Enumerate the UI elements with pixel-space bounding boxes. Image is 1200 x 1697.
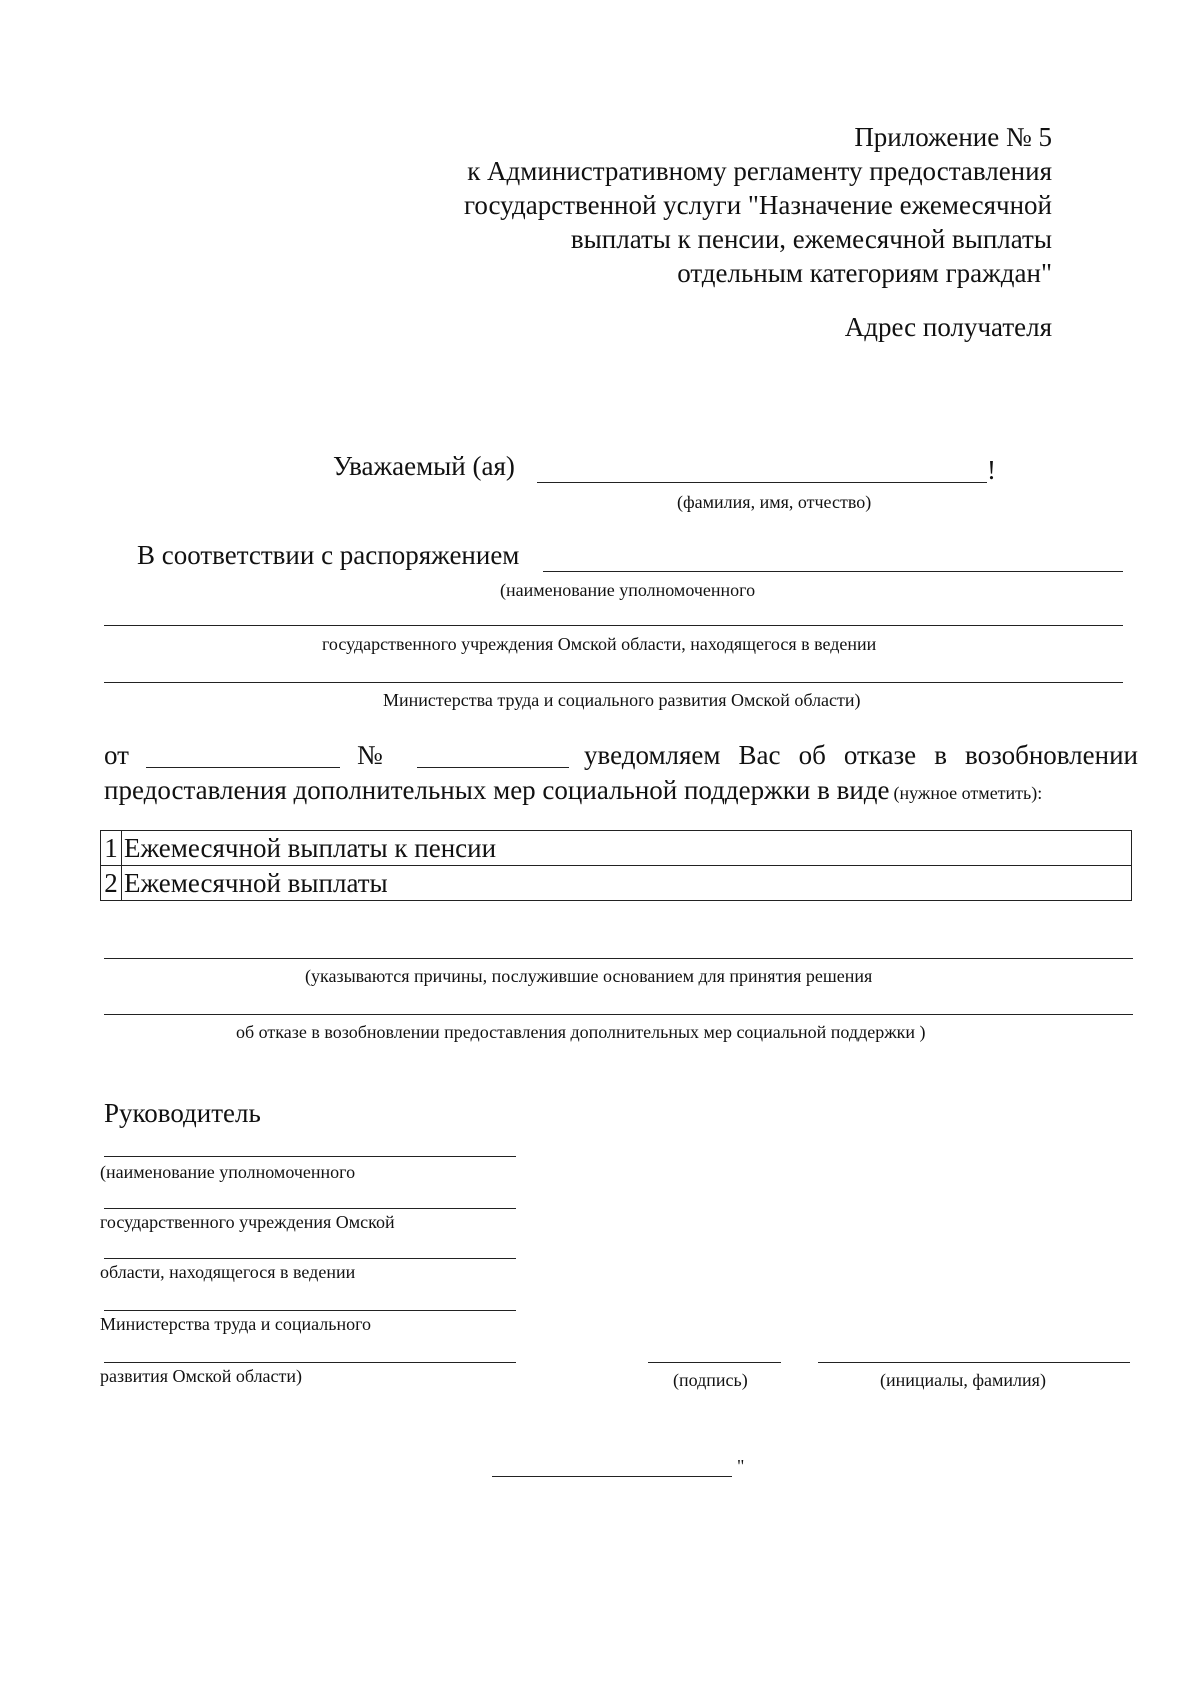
signatory-hint-3: области, находящегося в ведении xyxy=(100,1262,356,1282)
signatory-hint-2: государственного учреждения Омской xyxy=(100,1212,395,1232)
notice-note: (нужное отметить): xyxy=(893,783,1043,803)
option-row[interactable] xyxy=(101,866,1132,901)
appendix-line: отдельным категориям граждан" xyxy=(677,258,1052,288)
option-label: Ежемесячной выплаты к пенсии xyxy=(122,831,1132,866)
greeting-label: Уважаемый (ая) xyxy=(333,451,515,481)
order-field-2[interactable] xyxy=(104,625,1123,626)
reason-hint-1: (указываются причины, послужившие основанием для принятия решения xyxy=(305,966,873,986)
option-number: 2 xyxy=(101,866,122,901)
date-field[interactable] xyxy=(492,1476,732,1477)
notice-text-1: уведомляем Вас об отказе в возобновлении xyxy=(584,740,1138,770)
date-quote-mark: " xyxy=(737,1456,745,1476)
order-hint-1: (наименование уполномоченного xyxy=(500,580,756,600)
signatory-hint-4: Министерства труда и социального xyxy=(100,1314,372,1334)
support-options-table xyxy=(100,830,1132,901)
reason-hint-2: об отказе в возобновлении предоставления дополнительных мер социальной поддержки ) xyxy=(236,1022,926,1042)
order-label: В соответствии с распоряжением xyxy=(137,540,520,570)
option-number: 1 xyxy=(101,831,122,866)
greeting-name-field[interactable] xyxy=(537,482,987,483)
appendix-line: к Административному регламенту предоставления xyxy=(467,156,1052,186)
notice-date-field[interactable] xyxy=(146,767,340,768)
signature-hint: (подпись) xyxy=(673,1370,748,1390)
order-hint-3: Министерства труда и социального развития Омской области) xyxy=(383,690,861,710)
signature-title: Руководитель xyxy=(104,1098,261,1128)
notice-text-2: предоставления дополнительных мер социальной поддержки в виде xyxy=(104,775,890,805)
appendix-number: Приложение № 5 xyxy=(854,122,1052,152)
order-field-1[interactable] xyxy=(543,571,1123,572)
signatory-hint-5: развития Омской области) xyxy=(100,1366,303,1386)
appendix-line: государственной услуги "Назначение ежемесячной xyxy=(463,190,1052,220)
option-label: Ежемесячной выплаты xyxy=(122,866,1132,901)
initials-field[interactable] xyxy=(818,1362,1130,1363)
signatory-field-5[interactable] xyxy=(104,1362,516,1363)
initials-hint: (инициалы, фамилия) xyxy=(880,1370,1046,1390)
option-row[interactable] xyxy=(101,831,1132,866)
appendix-line: выплаты к пенсии, ежемесячной выплаты xyxy=(570,224,1052,254)
appendix-header xyxy=(464,120,1052,290)
greeting-hint: (фамилия, имя, отчество) xyxy=(677,492,872,512)
notice-number-field[interactable] xyxy=(417,767,569,768)
greeting-exclamation: ! xyxy=(987,455,996,485)
notice-number-sign: № xyxy=(357,740,383,770)
signatory-field-2[interactable] xyxy=(104,1208,516,1209)
notice-from: от xyxy=(104,740,129,770)
recipient-address-label: Адрес получателя xyxy=(844,312,1052,342)
signature-field[interactable] xyxy=(648,1362,781,1363)
notice-line-2 xyxy=(104,775,1042,806)
signatory-field-3[interactable] xyxy=(104,1258,516,1259)
signatory-hint-1: (наименование уполномоченного xyxy=(100,1162,356,1182)
order-field-3[interactable] xyxy=(104,682,1123,683)
reason-field-2[interactable] xyxy=(104,1014,1133,1015)
signatory-field-1[interactable] xyxy=(104,1156,516,1157)
order-hint-2: государственного учреждения Омской области, находящегося в ведении xyxy=(322,634,877,654)
signatory-field-4[interactable] xyxy=(104,1310,516,1311)
reason-field-1[interactable] xyxy=(104,958,1133,959)
